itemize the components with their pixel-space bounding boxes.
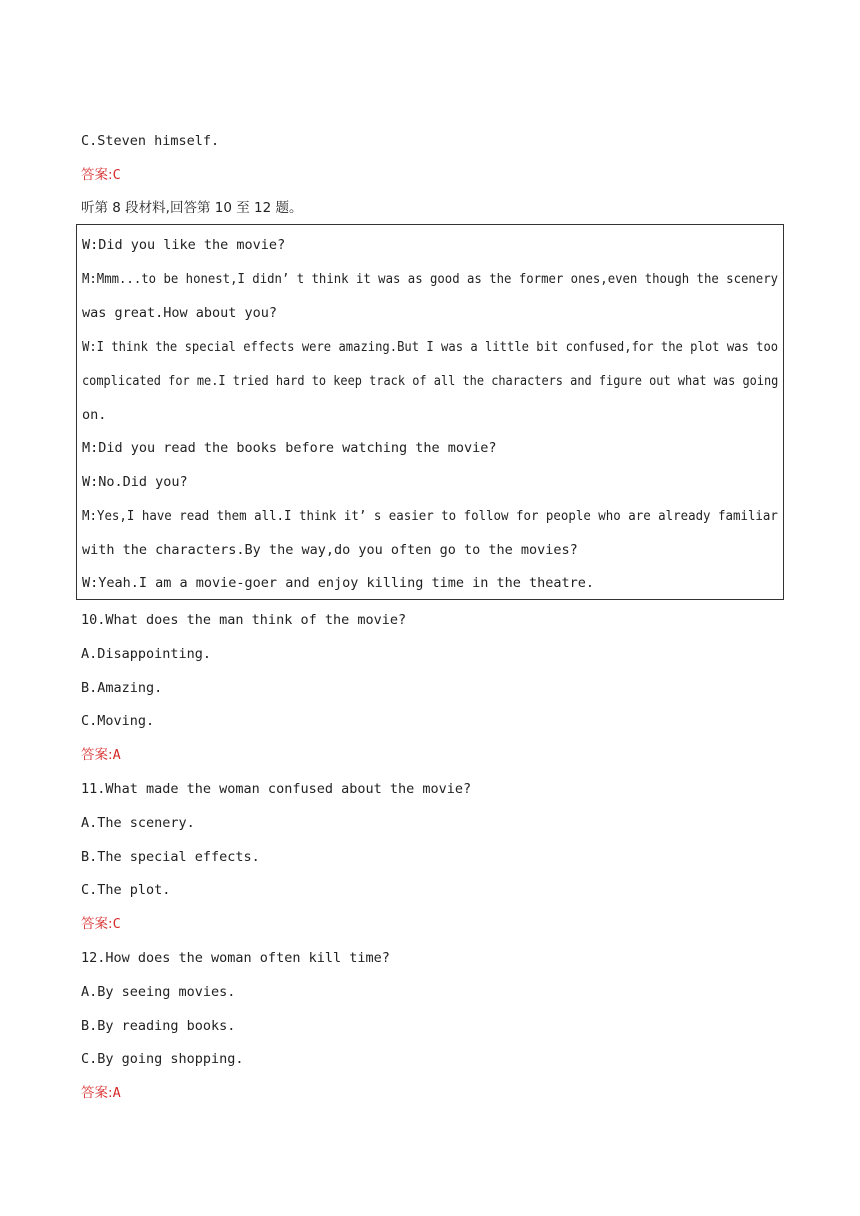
question-10: 10.What does the man think of the movie? — [81, 612, 407, 628]
transcript-line: M:Yes,I have read them all.I think it’ s easier to follow for people who are already familiar — [82, 508, 778, 524]
transcript-line: W:I think the special effects were amazing.But I was a little bit confused,for the plot was too — [82, 339, 779, 355]
question-12-answer — [81, 1083, 121, 1103]
answer-value: A — [112, 747, 121, 763]
question-10-answer — [81, 745, 121, 765]
answer-value: C — [112, 167, 121, 183]
question-11-answer — [81, 914, 121, 934]
answer-value: C — [112, 916, 121, 932]
transcript-line: complicated for me.I tried hard to keep track of all the characters and figure out what was going — [82, 373, 779, 389]
question-10-option-b: B.Amazing. — [81, 680, 163, 696]
transcript-line: W:No.Did you? — [82, 474, 188, 490]
question-10-option-c: C.Moving. — [81, 713, 155, 729]
question-12-option-b: B.By reading books. — [81, 1018, 236, 1034]
q9-answer — [81, 165, 121, 185]
q9-option-c: C.Steven himself. — [81, 133, 220, 149]
transcript-line: M:Did you read the books before watching the movie? — [82, 440, 497, 456]
question-11-option-a: A.The scenery. — [81, 815, 195, 831]
transcript-line: with the characters.By the way,do you often go to the movies? — [82, 542, 578, 558]
question-11: 11.What made the woman confused about the movie? — [81, 781, 472, 797]
question-12: 12.How does the woman often kill time? — [81, 950, 390, 966]
answer-label: 答案: — [81, 916, 113, 932]
answer-label: 答案: — [81, 747, 113, 763]
transcript-line: on. — [82, 407, 107, 423]
question-10-option-a: A.Disappointing. — [81, 646, 212, 662]
question-11-option-b: B.The special effects. — [81, 849, 260, 865]
transcript-line: W:Yeah.I am a movie-goer and enjoy killing time in the theatre. — [82, 575, 595, 591]
answer-value: A — [112, 1085, 121, 1101]
section-intro: 听第 8 段材料,回答第 10 至 12 题。 — [81, 200, 303, 216]
question-11-option-c: C.The plot. — [81, 882, 171, 898]
question-12-option-c: C.By going shopping. — [81, 1051, 244, 1067]
question-12-option-a: A.By seeing movies. — [81, 984, 236, 1000]
transcript-line: was great.How about you? — [82, 305, 278, 321]
answer-label: 答案: — [81, 1085, 113, 1101]
transcript-line: W:Did you like the movie? — [82, 237, 286, 253]
answer-label: 答案: — [81, 167, 113, 183]
transcript-line: M:Mmm...to be honest,I didn’ t think it was as good as the former ones,even though the scenery — [82, 271, 779, 287]
transcript-box — [76, 224, 784, 600]
